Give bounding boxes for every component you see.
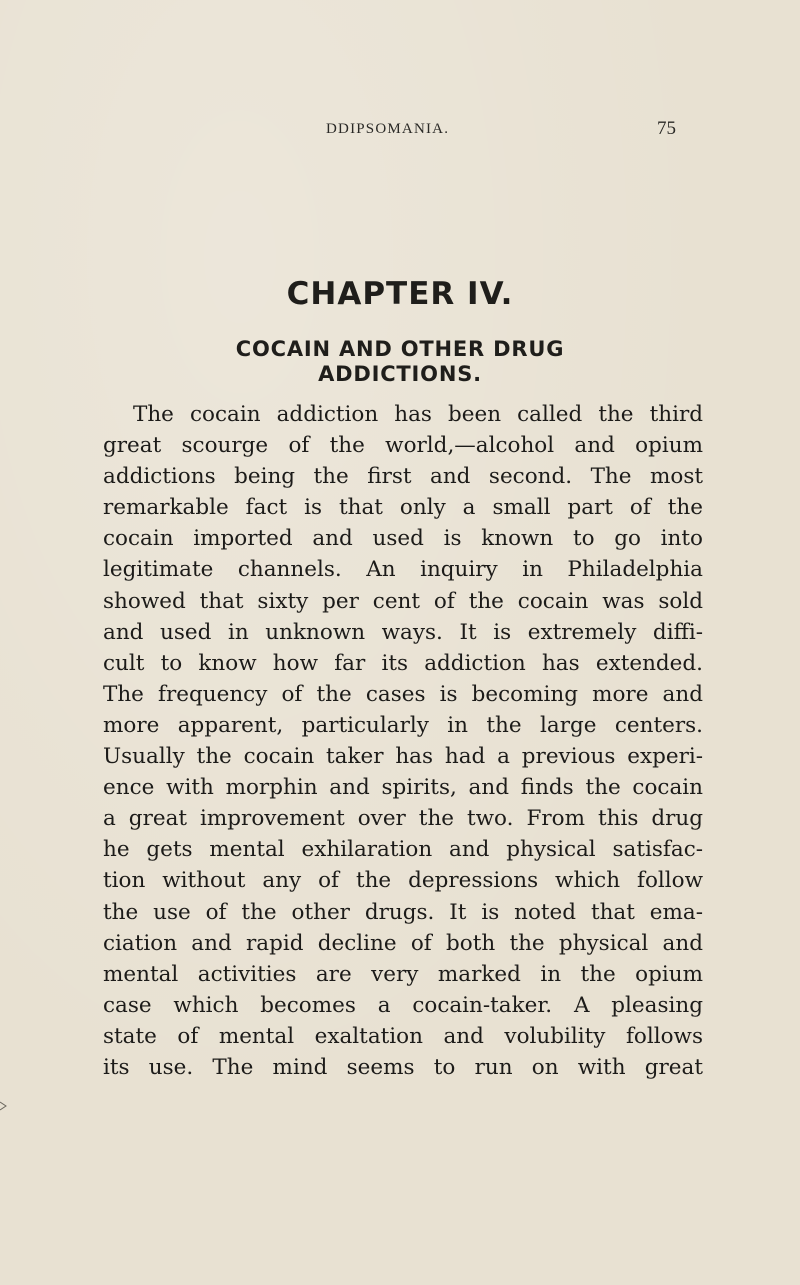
text-line: state of mental exaltation and volubility follows [103, 1023, 703, 1049]
chapter-subtitle [0, 337, 800, 387]
text-line: remarkable fact is that only a small part of the [103, 495, 703, 521]
text-line: a great improvement over the two. From this drug [103, 806, 703, 832]
text-line: more apparent, particularly in the large centers. [103, 712, 703, 738]
text-line: cocain imported and used is known to go into [103, 526, 703, 552]
text-line: its use. The mind seems to run on with great [103, 1054, 703, 1080]
running-head-title: DDIPSOMANIA. [326, 121, 450, 137]
page-edge-mark [0, 1100, 10, 1112]
text-line: case which becomes a cocain-taker. A pleasing [103, 992, 703, 1018]
text-line: The cocain addiction has been called the third [133, 402, 703, 427]
text-line: cult to know how far its addiction has extended. [103, 650, 703, 676]
text-line: showed that sixty per cent of the cocain was sold [103, 588, 703, 614]
text-line: the use of the other drugs. It is noted that ema- [103, 899, 703, 925]
running-head [0, 118, 800, 143]
chapter-subtitle-line-1: COCAIN AND OTHER DRUG [235, 337, 565, 361]
page-number: 75 [657, 118, 676, 139]
text-line: great scourge of the world,—alcohol and opium [103, 433, 703, 459]
text-line: legitimate channels. An inquiry in Philadelphia [103, 557, 703, 583]
text-line: and used in unknown ways. It is extremely diffi- [103, 619, 703, 645]
text-line: addictions being the first and second. The most [103, 464, 703, 490]
chapter-title: CHAPTER IV. [286, 276, 514, 312]
text-line: The frequency of the cases is becoming more and [103, 681, 703, 707]
text-line: ence with morphin and spirits, and finds the cocain [103, 775, 703, 801]
text-line: mental activities are very marked in the opium [103, 961, 703, 987]
chapter-subtitle-line-2: ADDICTIONS. [318, 362, 482, 386]
text-line: he gets mental exhilaration and physical satisfac- [103, 837, 703, 863]
text-line: Usually the cocain taker has had a previous experi- [103, 744, 703, 770]
text-line: ciation and rapid decline of both the physical and [103, 930, 703, 956]
body-paragraph [103, 399, 703, 1083]
text-line: tion without any of the depressions which follow [103, 868, 703, 894]
